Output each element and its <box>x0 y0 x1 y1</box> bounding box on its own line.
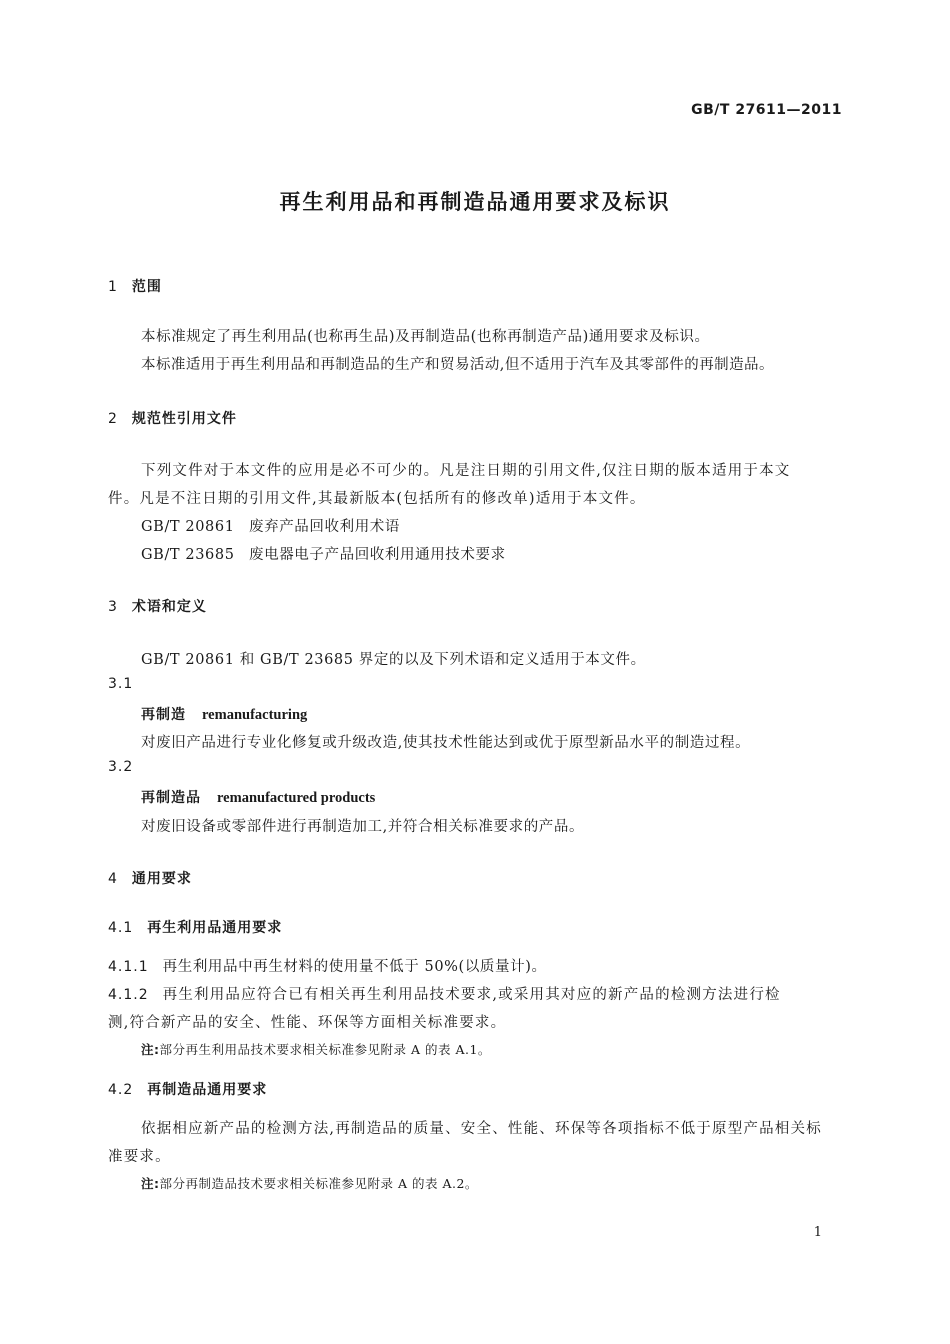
subsection-title: 再生利用品通用要求 <box>147 920 283 936</box>
clause-text: 再生利用品应符合已有相关再生利用品技术要求,或采用其对应的新产品的检测方法进行检 <box>162 987 781 1003</box>
subsection-title: 再制造品通用要求 <box>147 1082 268 1098</box>
note <box>141 1040 491 1058</box>
reference-title: 废电器电子产品回收利用通用技术要求 <box>249 547 506 563</box>
clause-number: 4.1.2 <box>108 987 149 1003</box>
paragraph-line: 准要求。 <box>108 1149 171 1165</box>
note <box>141 1174 478 1192</box>
note-label: 注: <box>141 1176 160 1191</box>
note-text: 部分再制造品技术要求相关标准参见附录 A 的表 A.2。 <box>159 1176 478 1191</box>
section-title: 通用要求 <box>131 871 192 887</box>
standard-number: GB/T 27611—2011 <box>691 102 842 118</box>
term-entry <box>141 704 307 724</box>
reference-title: 废弃产品回收利用术语 <box>249 519 400 535</box>
paragraph-line: 依据相应新产品的检测方法,再制造品的质量、安全、性能、环保等各项指标不低于原型产品相关标 <box>141 1121 822 1137</box>
section-3-heading <box>108 596 207 616</box>
term-definition: 对废旧产品进行专业化修复或升级改造,使其技术性能达到或优于原型新品水平的制造过程。 <box>141 735 751 751</box>
section-1-heading <box>108 276 162 296</box>
section-title: 范围 <box>131 279 162 295</box>
section-number: 4 <box>108 871 118 887</box>
document-title: 再生利用品和再制造品通用要求及标识 <box>279 190 671 214</box>
term-english: remanufacturing <box>202 707 308 723</box>
section-number: 1 <box>108 279 118 295</box>
term-number: 3.2 <box>108 759 134 775</box>
paragraph: 本标准规定了再生利用品(也称再生品)及再制造品(也称再制造产品)通用要求及标识。 <box>141 329 710 345</box>
paragraph-line: 下列文件对于本文件的应用是必不可少的。凡是注日期的引用文件,仅注日期的版本适用于本文 <box>141 463 791 479</box>
reference-item <box>141 515 400 536</box>
term-entry <box>141 787 375 807</box>
section-title: 术语和定义 <box>131 599 207 615</box>
section-title: 规范性引用文件 <box>131 411 237 427</box>
subsection-number: 4.2 <box>108 1082 134 1098</box>
term-definition: 对废旧设备或零部件进行再制造加工,并符合相关标准要求的产品。 <box>141 819 585 835</box>
section-4-heading <box>108 868 192 888</box>
subsection-number: 4.1 <box>108 920 134 936</box>
term-english: remanufactured products <box>217 790 376 806</box>
term-chinese: 再制造品 <box>141 790 201 806</box>
paragraph: 本标准适用于再生利用品和再制造品的生产和贸易活动,但不适用于汽车及其零部件的再制造品。 <box>141 357 774 373</box>
page-number: 1 <box>813 1225 822 1240</box>
clause-text: 再生利用品中再生材料的使用量不低于 50%(以质量计)。 <box>162 959 547 975</box>
clause-text-continued: 测,符合新产品的安全、性能、环保等方面相关标准要求。 <box>108 1015 507 1031</box>
paragraph: GB/T 20861 和 GB/T 23685 界定的以及下列术语和定义适用于本文件。 <box>141 652 646 668</box>
section-2-heading <box>108 408 237 428</box>
paragraph-line: 件。凡是不注日期的引用文件,其最新版本(包括所有的修改单)适用于本文件。 <box>108 491 646 507</box>
term-number: 3.1 <box>108 676 134 692</box>
section-number: 2 <box>108 411 118 427</box>
clause-4-1-1 <box>108 955 547 976</box>
reference-code: GB/T 20861 <box>141 519 235 535</box>
reference-item <box>141 543 506 564</box>
reference-code: GB/T 23685 <box>141 547 235 563</box>
subsection-4-1-heading <box>108 917 282 937</box>
subsection-4-2-heading <box>108 1079 267 1099</box>
section-number: 3 <box>108 599 118 615</box>
note-text: 部分再生利用品技术要求相关标准参见附录 A 的表 A.1。 <box>159 1042 491 1057</box>
clause-number: 4.1.1 <box>108 959 149 975</box>
clause-4-1-2 <box>108 983 781 1004</box>
note-label: 注: <box>141 1042 160 1057</box>
term-chinese: 再制造 <box>141 707 186 723</box>
